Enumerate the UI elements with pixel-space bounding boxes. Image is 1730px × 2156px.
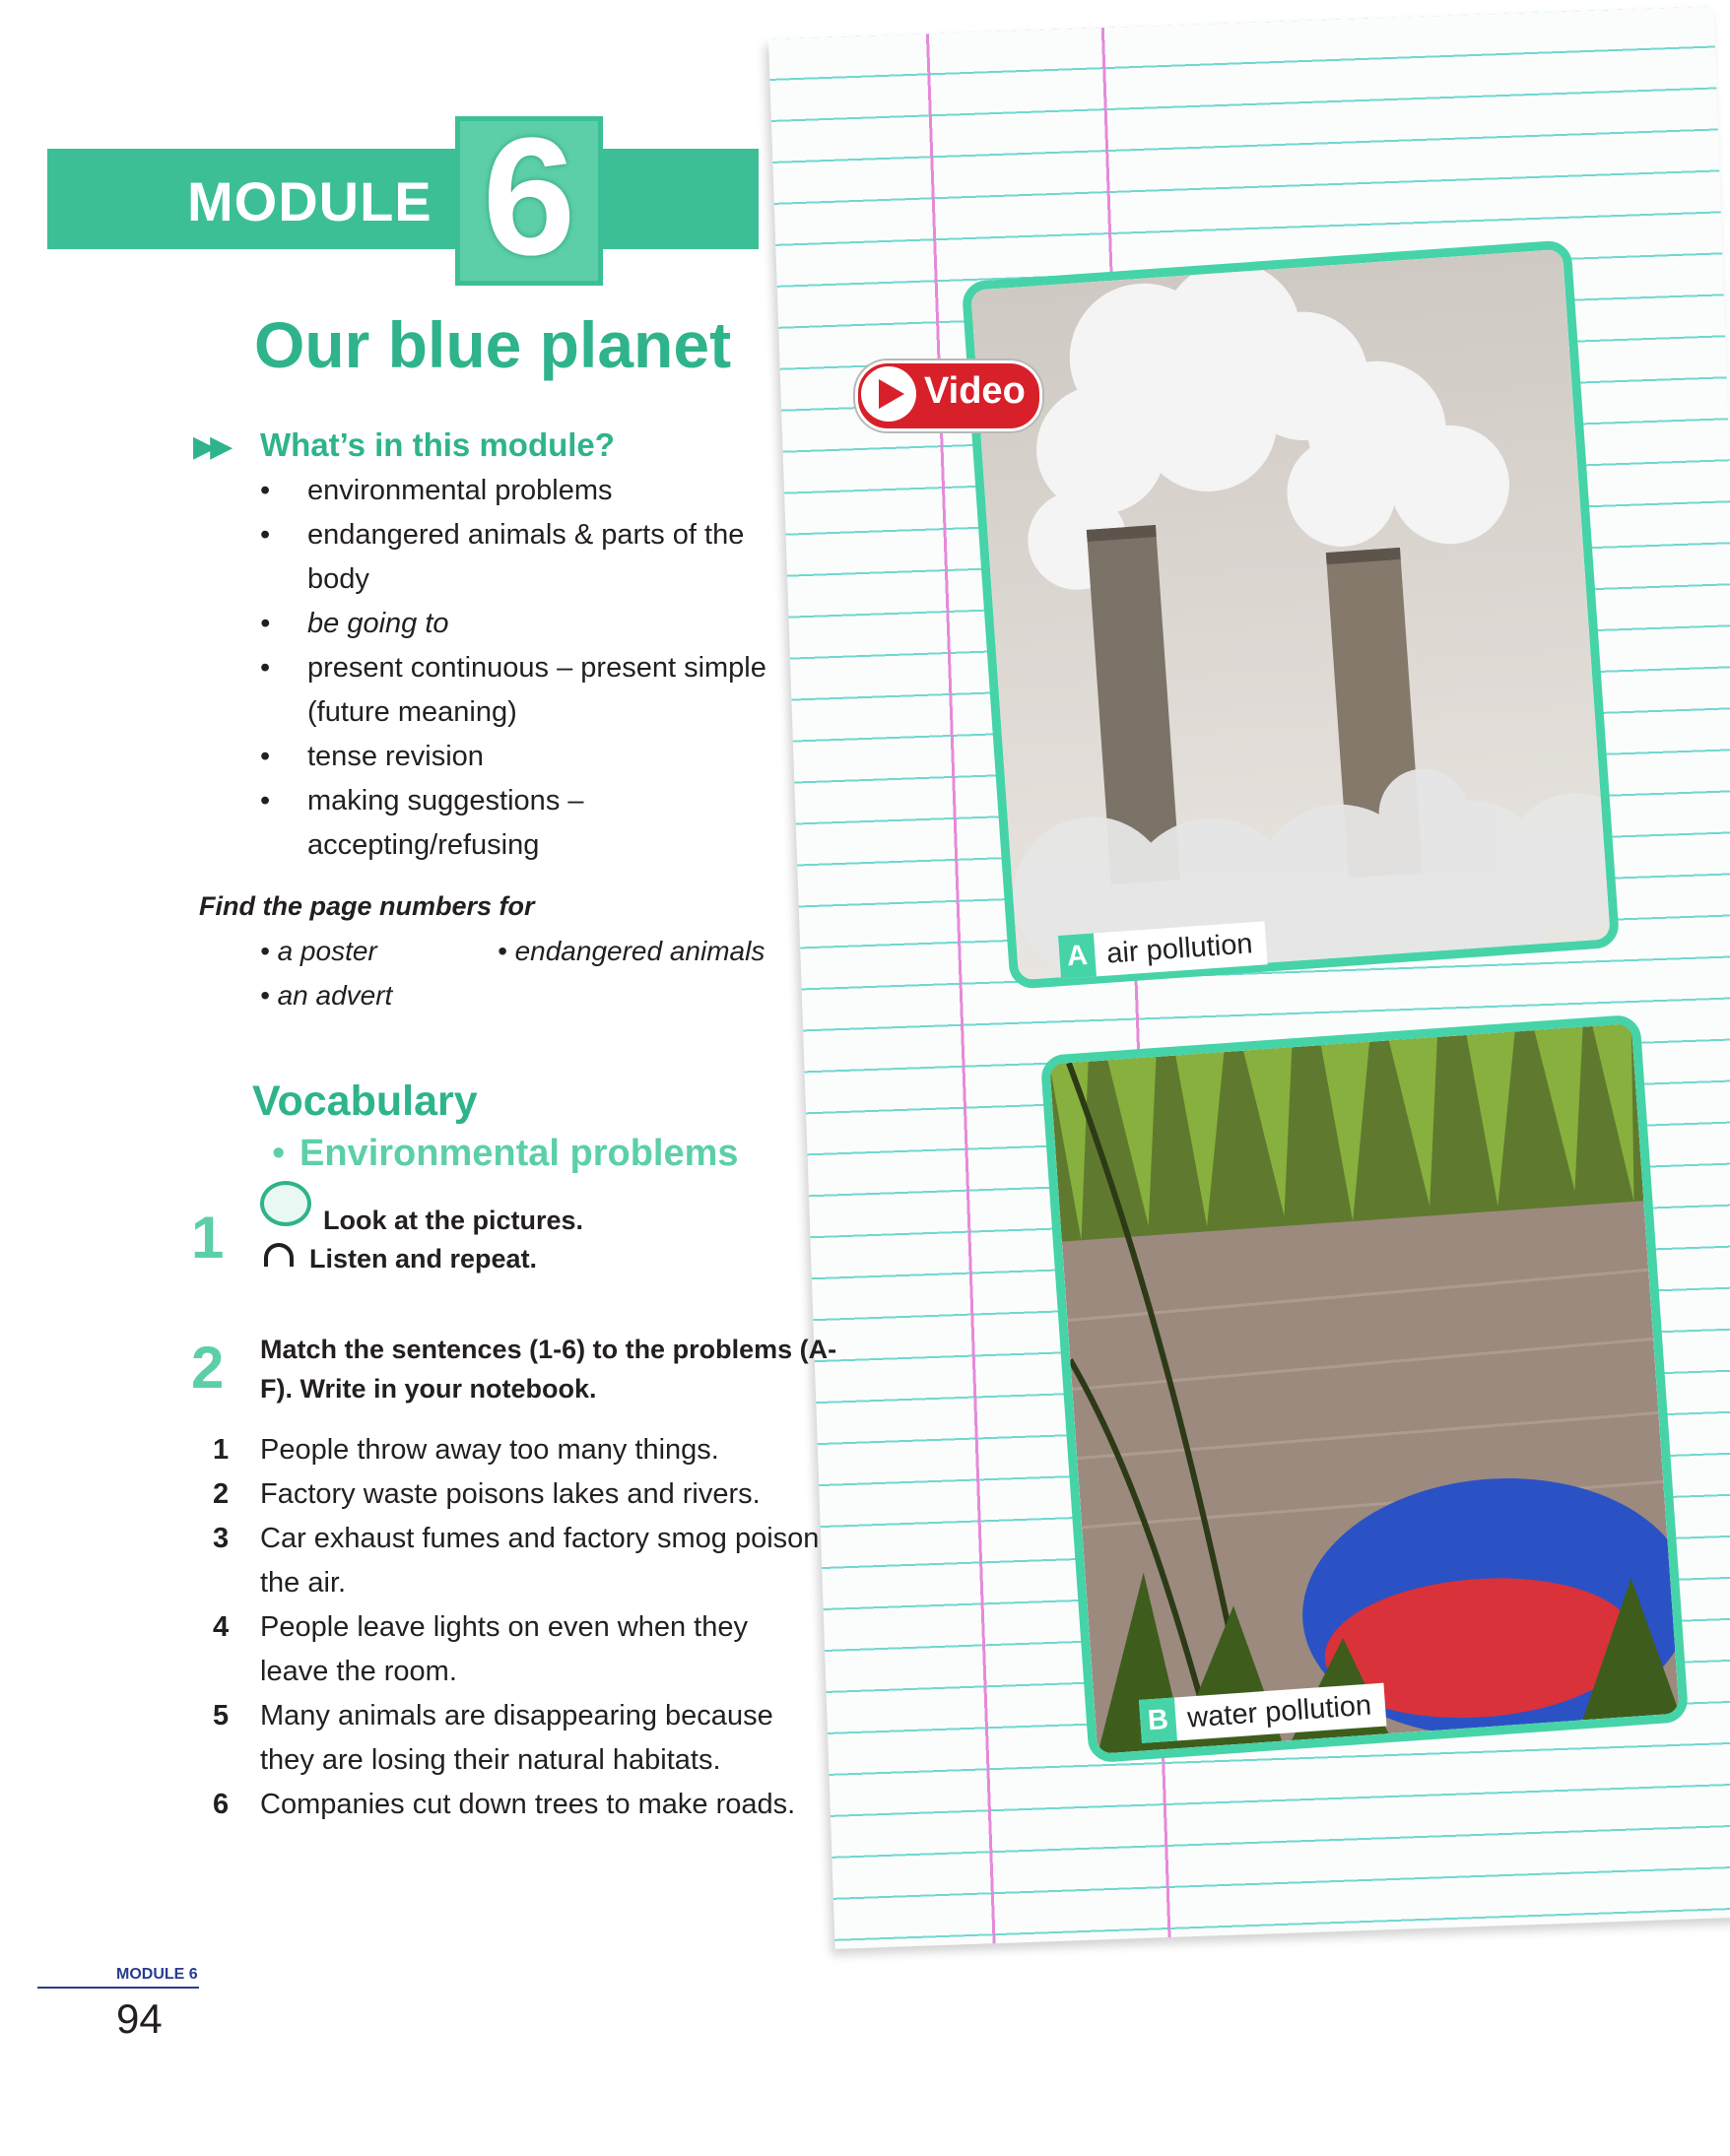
sentence-text: Car exhaust fumes and factory smog poison the air. (260, 1523, 820, 1599)
topic-item: • environmental problems (260, 469, 792, 513)
sentence-row (213, 1472, 824, 1517)
sentence-row (213, 1428, 824, 1472)
vocabulary-bullet: • (272, 1133, 286, 1174)
sentence-text: People throw away too many things. (260, 1434, 719, 1466)
topic-item: • present continuous – present simple (future meaning) (260, 646, 792, 735)
smokestacks-image (970, 249, 1611, 980)
page-number: 94 (116, 1995, 163, 2042)
exercise-1-instruction: Look at the pictures. (323, 1206, 584, 1235)
find-heading: Find the page numbers for (199, 891, 535, 921)
caption-text: air pollution (1105, 928, 1254, 970)
exercise-1-number: 1 (191, 1205, 225, 1271)
topic-list (260, 469, 792, 868)
find-item: • an advert (260, 980, 393, 1011)
sentence-number: 1 (213, 1434, 230, 1466)
caption-letter: B (1139, 1697, 1177, 1742)
find-item: • endangered animals (498, 936, 765, 966)
sentence-row (213, 1605, 824, 1694)
vocabulary-heading: Vocabulary (252, 1078, 478, 1125)
video-label[interactable]: Video (924, 370, 1026, 412)
sentence-row (213, 1694, 824, 1783)
sentence-number: 4 (213, 1611, 230, 1643)
caption-text: water pollution (1186, 1689, 1373, 1734)
topic-item: • making suggestions – accepting/refusing (260, 779, 792, 868)
sentence-number: 6 (213, 1789, 230, 1820)
page-title: Our blue planet (254, 308, 732, 381)
magnifier-icon (260, 1181, 311, 1226)
photo-water-pollution (1040, 1014, 1690, 1764)
sentence-row (213, 1783, 824, 1827)
footer-rule (37, 1987, 199, 1989)
play-triangle (879, 379, 904, 409)
sentence-text: Many animals are disappearing because they are losing their natural habitats. (260, 1700, 773, 1776)
caption-letter: A (1058, 933, 1097, 978)
sentence-number: 3 (213, 1523, 230, 1554)
exercise-2-instruction: Match the sentences (1-6) to the problems (A-F). Write in your notebook. (260, 1335, 837, 1404)
footer-module-label: MODULE 6 (116, 1966, 198, 1983)
topic-item: • be going to (260, 602, 792, 646)
headphones-icon[interactable] (264, 1243, 294, 1267)
whats-in-heading: What’s in this module? (260, 426, 615, 463)
find-item: • a poster (260, 936, 377, 966)
sentence-number: 5 (213, 1700, 230, 1731)
sentence-text: People leave lights on even when they leave the room. (260, 1611, 748, 1687)
polluted-river-image (1049, 1023, 1680, 1754)
vocabulary-subheading: Environmental problems (299, 1133, 739, 1174)
sentence-number: 2 (213, 1478, 230, 1510)
sentence-text: Factory waste poisons lakes and rivers. (260, 1478, 761, 1510)
module-number: 6 (482, 103, 576, 291)
exercise-2-number: 2 (191, 1335, 225, 1401)
photo-air-pollution (962, 239, 1621, 989)
topic-item: • tense revision (260, 735, 792, 779)
module-label: MODULE (187, 170, 432, 232)
exercise-1-listen: Listen and repeat. (309, 1244, 538, 1274)
topic-item: • endangered animals & parts of the body (260, 513, 792, 602)
sentence-row (213, 1517, 824, 1605)
sentence-text: Companies cut down trees to make roads. (260, 1789, 796, 1820)
sentence-list (213, 1428, 824, 1827)
double-arrow-icon: ▶▶ (193, 430, 228, 463)
